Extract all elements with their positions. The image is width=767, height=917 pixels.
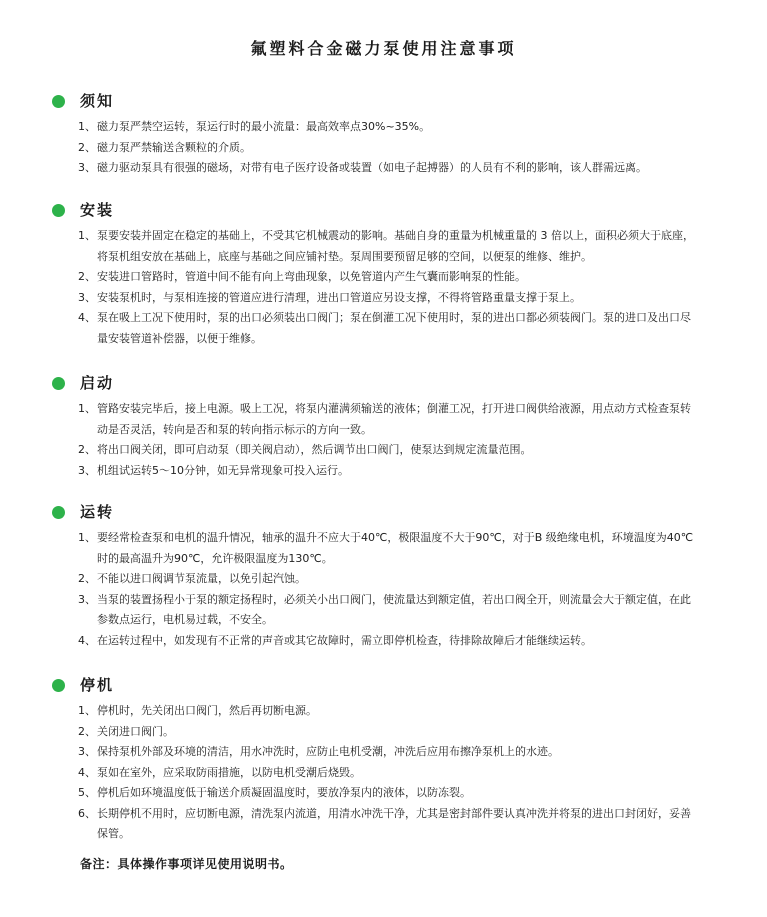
list-item [0, 569, 767, 590]
section-notice [0, 89, 767, 179]
list-item [0, 308, 767, 349]
item-text: 停机时，先关闭出口阀门，然后再切断电源。 [97, 704, 317, 717]
list-item [0, 804, 767, 845]
item-number: 2、 [78, 443, 96, 456]
item-number: 1、 [78, 704, 96, 717]
section-shutdown [0, 673, 767, 845]
item-number: 3、 [78, 463, 96, 477]
document-title: 氟塑料合金磁力泵使用注意事项 [250, 39, 517, 58]
list-item [0, 138, 767, 159]
item-text: 泵要安装并固定在稳定的基础上，不受其它机械震动的影响。基础自身的重量为机械重量的 3 倍以上，面积必须大于底座，将泵机组安放在基础上，底座与基础之间应铺衬垫。泵周围要预留足够的空间，以便泵的维修、维护。 [97, 229, 694, 263]
list-item [0, 701, 767, 722]
item-number: 1、 [78, 402, 96, 415]
item-number: 3、 [78, 290, 96, 304]
item-number: 2、 [78, 140, 96, 154]
item-text: 保持泵机外部及环境的清洁，用水冲洗时，应防止电机受潮，冲洗后应用布擦净泵机上的水迹。 [97, 745, 559, 758]
section-startup [0, 371, 767, 481]
item-text: 泵如在室外，应采取防雨措施，以防电机受潮后烧毁。 [97, 765, 361, 779]
section-title: 启动 [80, 374, 115, 392]
item-text: 长期停机不用时，应切断电源，清洗泵内流道，用清水冲洗干净，尤其是密封部件要认真冲洗并将泵的进出口封闭好，妥善保管。 [97, 806, 691, 840]
item-text: 安装进口管路时，管道中间不能有向上弯曲现象，以免管道内产生气囊而影响泵的性能。 [97, 270, 526, 283]
section-bullet-icon [52, 377, 65, 390]
section-title: 安装 [80, 201, 115, 219]
item-number: 3、 [78, 745, 96, 758]
item-text: 要经常检查泵和电机的温升情况，轴承的温升不应大于40℃，极限温度不大于90℃，对于B 级绝缘电机，环境温度为40℃时的最高温升为90℃，允许极限温度为130℃。 [97, 531, 694, 565]
list-item [0, 783, 767, 804]
item-number: 3、 [78, 592, 96, 606]
section-bullet-icon [52, 506, 65, 519]
item-text: 磁力泵严禁输送含颗粒的介质。 [97, 140, 251, 154]
item-text: 管路安装完毕后，接上电源。吸上工况，将泵内灌满须输送的液体；倒灌工况，打开进口阀供给液源，用点动方式检查泵转动是否灵活，转向是否和泵的转向指示标示的方向一致。 [97, 402, 691, 436]
list-item [0, 528, 767, 569]
list-item [0, 763, 767, 784]
item-number: 3、 [78, 161, 96, 174]
list-item [0, 631, 767, 652]
item-text: 停机后如环境温度低于输送介质凝固温度时，要放净泵内的液体，以防冻裂。 [97, 786, 471, 799]
section-title: 停机 [80, 676, 115, 694]
item-text: 磁力驱动泵具有很强的磁场，对带有电子医疗设备或装置（如电子起搏器）的人员有不利的影响，该人群需远离。 [97, 161, 647, 174]
section-operation [0, 500, 767, 651]
item-text: 将出口阀关闭，即可启动泵（即关阀启动），然后调节出口阀门，使泵达到规定流量范围。 [97, 443, 532, 456]
item-number: 6、 [78, 806, 96, 820]
item-number: 2、 [78, 270, 96, 283]
list-item [0, 288, 767, 309]
section-bullet-icon [52, 204, 65, 217]
item-text: 不能以进口阀调节泵流量，以免引起汽蚀。 [97, 572, 306, 585]
list-item [0, 399, 767, 440]
item-number: 2、 [78, 572, 96, 585]
item-text: 当泵的装置扬程小于泵的额定扬程时，必须关小出口阀门，使流量达到额定值，若出口阀全开，则流量会大于额定值，在此参数点运行，电机易过载，不安全。 [97, 592, 691, 626]
item-number: 2、 [78, 724, 96, 738]
item-text: 在运转过程中，如发现有不正常的声音或其它故障时，需立即停机检查，待排除故障后才能继续运转。 [97, 633, 592, 647]
item-text: 机组试运转5～10分钟，如无异常现象可投入运行。 [97, 463, 349, 477]
item-text: 磁力泵严禁空运转，泵运行时的最小流量：最高效率点30%~35%。 [97, 120, 431, 133]
section-bullet-icon [52, 679, 65, 692]
item-number: 5、 [78, 786, 96, 799]
list-item [0, 722, 767, 743]
section-title: 须知 [80, 92, 115, 110]
list-item [0, 742, 767, 763]
section-title: 运转 [80, 503, 115, 521]
section-bullet-icon [52, 95, 65, 108]
list-item [0, 117, 767, 138]
list-item [0, 440, 767, 461]
item-number: 1、 [78, 531, 96, 544]
item-number: 4、 [78, 765, 96, 779]
list-item [0, 267, 767, 288]
item-text: 安装泵机时，与泵相连接的管道应进行清理，进出口管道应另设支撑，不得将管路重量支撑于泵上。 [97, 290, 581, 304]
item-number: 1、 [78, 120, 96, 133]
footer-note: 备注：具体操作事项详见使用说明书。 [80, 857, 293, 871]
list-item [0, 461, 767, 482]
list-item [0, 590, 767, 631]
section-installation [0, 198, 767, 349]
list-item [0, 226, 767, 267]
item-text: 关闭进口阀门。 [97, 724, 174, 738]
item-number: 4、 [78, 633, 96, 647]
item-text: 泵在吸上工况下使用时，泵的出口必须装出口阀门；泵在倒灌工况下使用时，泵的进出口都必须装阀门。泵的进口及出口尽量安装管道补偿器，以便于维修。 [97, 311, 691, 345]
item-number: 1、 [78, 229, 96, 242]
list-item [0, 158, 767, 179]
item-number: 4、 [78, 311, 96, 324]
